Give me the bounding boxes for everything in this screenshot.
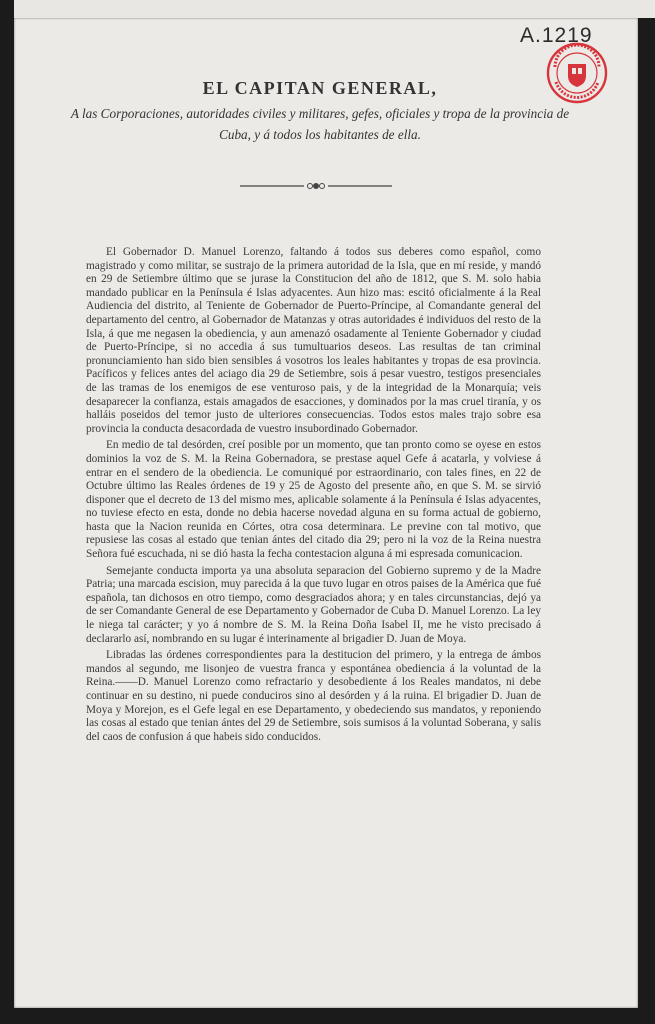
document-body: [86, 246, 541, 747]
page-top-edge: [14, 0, 655, 18]
paragraph: En medio de tal desórden, creí posible por un momento, que tan pronto como se oyese en estos dominios la voz de S. M. la Reina Gobernadora, se prestase aquel Gefe á acatarla, y volviese á entrar en el sendero de la obediencia. Le comuniqué por estraordinario, con tales fines, en 22 de Octubre último las Reales órdenes de 19 y 25 de Agosto del presente año, en que S. M. se sirvió disponer que el decreto de 13 del mismo mes, aplicable solamente á la Península é Islas adyacentes, no tuviese efecto en esta, donde no debia hacerse novedad alguna en su forma actual de gobierno, hasta que la Nacion reunida en Córtes, otra cosa determinara. Le previne con tal motivo, que repusiese las cosas al estado que tenian ántes del citado dia 29; pero ni la voz de la Reina nuestra Señora fué escuchada, ni se dió hasta la fecha contestacion alguna á mi espresada comunicacion.: [86, 439, 541, 561]
ornamental-rule-icon: [236, 180, 396, 192]
document-title: EL CAPITAN GENERAL,: [202, 78, 438, 98]
document-heading: [70, 78, 570, 145]
document-subtitle: A las Corporaciones, autoridades civiles y militares, gefes, oficiales y tropa de la provincia de Cuba, y á todos los habitantes de ella.: [70, 106, 570, 142]
paragraph: Semejante conducta importa ya una absoluta separacion del Gobierno supremo y de la Madre Patria; una marcada escision, muy parecida á la que tuvo lugar en otros paises de la América que fué española, tan dichosos en otro tiempo, como desgraciados ahora; y en tales circunstancias, dejó ya de ser Comandante General de ese Departamento y Gobernador de Cuba D. Manuel Lorenzo. La ley le niega tal carácter; y yo á nombre de S. M. la Reina Doña Isabel II, me he visto precisado á declararlo así, nombrando en su lugar é interinamente al brigadier D. Juan de Moya.: [86, 564, 541, 645]
catalog-mark: A.1219: [520, 24, 593, 47]
paragraph: El Gobernador D. Manuel Lorenzo, faltando á todos sus deberes como español, como magistrado y como militar, se sustrajo de la primera autoridad de la Isla, que en mí reside, y mandó en 29 de Setiembre último que se jurase la Constitucion del año de 1812, que S. M. solo habia mandado publicar en la Península é Islas adyacentes. Aun hizo mas: escitó oficialmente á la Real Audiencia del distrito, al Teniente de Gobernador de Puerto-Príncipe, al Comandante general del departamento del centro, al Gobernador de Matanzas y otras autoridades é individuos del resto de la Isla, á que me negasen la obediencia, y aun amenazó osadamente al Teniente Gobernador y ciudad de Puerto-Príncipe, si no accedia á sus tumultuarios deseos. Las resultas de tan criminal pronunciamiento han sido bien sensibles á vosotros los leales habitantes y tropas de esa provincia. Pacíficos y felices antes del aciago dia 29 de Setiembre, sois á pesar vuestro, testigos presenciales de las tramas de los enemigos de ese venturoso pais, y de la integridad de la Monarquía; veis desaparecer la confianza, estais amagados de esacciones, y dominados por la mas cruel tiranía, y os halláis poseidos del temor justo de ulteriores consecuencias. Todos estos males trajo sobre esa provincia la conducta desacordada de vuestro insubordinado Gobernador.: [86, 246, 541, 435]
paragraph: Libradas las órdenes correspondientes para la destitucion del primero, y la entrega de ámbos mandos al segundo, me lisonjeo de vuestra franca y espontánea obediencia á la voluntad de la Reina.——D. Manuel Lorenzo como refractario y desobediente á los Reales mandatos, ni debe continuar en su destino, ni puede conduciros sino al desórden y á la ruina. El brigadier D. Juan de Moya y Morejon, es el Gefe legal en ese Departamento, y obedeciendo sus mandatos, y reponiendo las cosas al estado que tenian ántes del 29 de Setiembre, sois sumisos á la voluntad Soberana, y salis del caos de confusion á que habeis sido conducidos.: [86, 649, 541, 743]
